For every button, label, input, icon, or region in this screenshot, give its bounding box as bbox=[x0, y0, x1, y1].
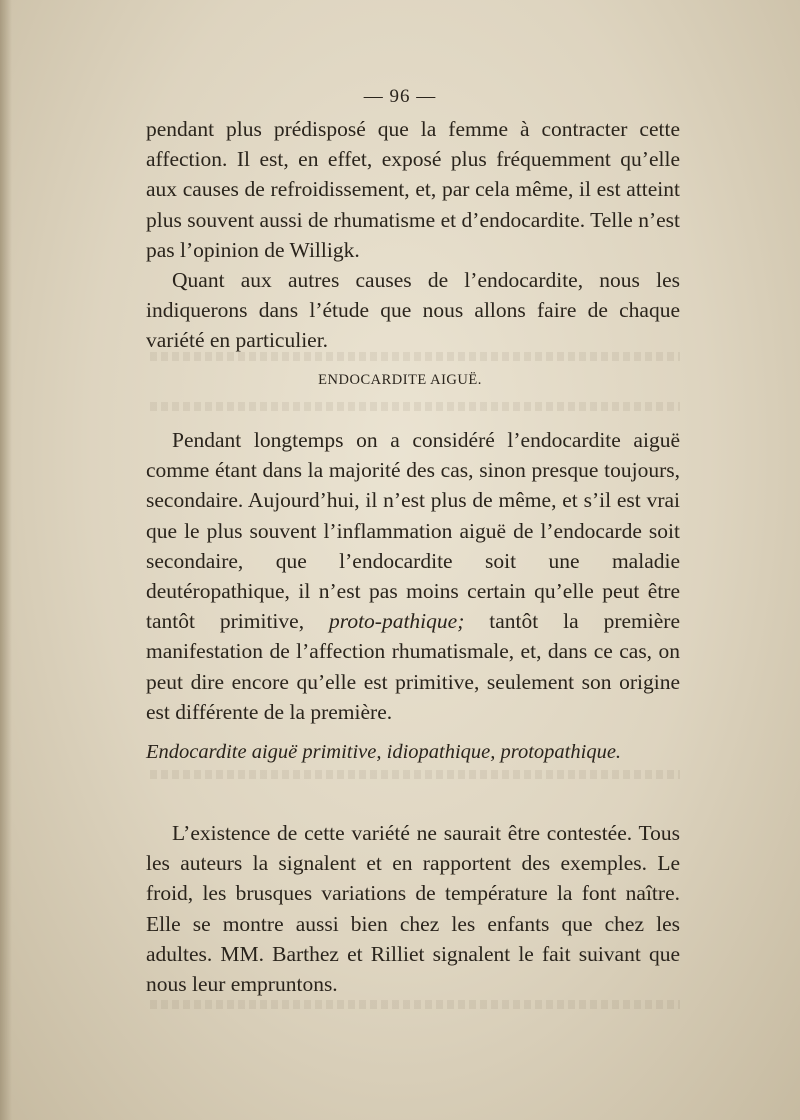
paragraph: pendant plus prédisposé que la femme à contracter cette affection. Il est, en effet, exposé plus fréquemment qu’elle aux causes de refroidissement, et, par cela même, il est atteint plus souvent aussi de rhumatisme et d’endocardite. Telle n’est pas l’opinion de Willigk. bbox=[146, 117, 680, 262]
closing-text bbox=[146, 818, 680, 999]
paragraph: L’existence de cette variété ne saurait être contestée. Tous les auteurs la signalent et en rapportent des exemples. Le froid, les brusques variations de température la font naître. Elle se montre aussi bien chez les enfants que chez les adultes. MM. Barthez et Rilliet signalent le fait suivant que nous leur empruntons. bbox=[146, 821, 680, 997]
intro-text bbox=[146, 114, 680, 356]
paragraph-text: tantôt la première manifestation de l’affection rhumatismale, et, dans ce cas, on peut dire encore qu’elle est primitive, seulement son origine est différente de la première. bbox=[146, 609, 680, 724]
paragraph: Quant aux autres causes de l’endocardite, nous les indiquerons dans l’étude que nous allons faire de chaque variété en particulier. bbox=[146, 268, 680, 353]
subsection-heading: Endocardite aiguë primitive, idiopathique, protopathique. bbox=[146, 741, 622, 763]
italic-term: proto-pathique; bbox=[329, 609, 465, 634]
page-spine-shadow bbox=[0, 0, 12, 1120]
page-number: — 96 — bbox=[363, 86, 437, 107]
bleed-through-line bbox=[150, 770, 680, 779]
paragraph-text: Pendant longtemps on a considéré l’endocardite aiguë comme étant dans la majorité des cas, sinon presque toujours, secondaire. Aujourd’hui, il n’est plus de même, et s’il est vrai que le plus souvent l’inflammation aiguë de l’endocarde soit secondaire, que l’endocardite soit une maladie deutéropathique, il n’est pas moins certain qu’elle peut être tantôt primitive, bbox=[146, 428, 680, 634]
bleed-through-line bbox=[150, 1000, 680, 1009]
section-heading: ENDOCARDITE AIGUË. bbox=[318, 372, 482, 388]
bleed-through-line bbox=[150, 402, 680, 411]
paragraph bbox=[146, 425, 680, 727]
main-text bbox=[146, 425, 680, 727]
